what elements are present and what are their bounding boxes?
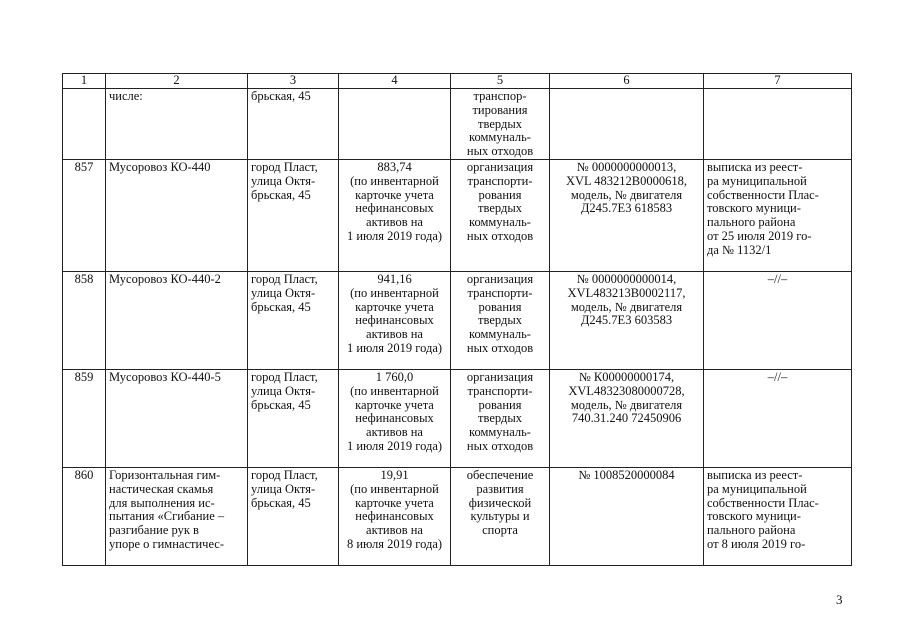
identifier-cell [550,89,704,160]
column-header: 1 [63,74,106,89]
table-row [63,370,852,468]
column-header: 4 [339,74,451,89]
cost-cell [339,89,451,160]
item-name-cell: Мусоровоз КО-440-5 [106,370,248,468]
cost-cell: 883,74 (по инвентарной карточке учета нефинансовых активов на 1 июля 2019 года) [339,160,451,272]
purpose-cell: обеспечение развития физической культуры и спорта [451,468,550,566]
row-number-cell: 858 [63,272,106,370]
table-row [63,89,852,160]
basis-cell: выписка из реест- ра муниципальной собственности Плас- товского муници- пального района от 8 июля 2019 го- [704,468,852,566]
item-name-cell: Горизонтальная гим- настическая скамья для выполнения ис- пытания «Сгибание – разгибание рук в упоре о гимнастичес- [106,468,248,566]
identifier-cell: № 0000000000013, XVL 483212B0000618, модель, № двигателя Д245.7Е3 618583 [550,160,704,272]
table-row [63,160,852,272]
row-number-cell: 860 [63,468,106,566]
address-cell: город Пласт, улица Октя- брьская, 45 [248,370,339,468]
purpose-cell: организация транспорти- рования твердых коммуналь- ных отходов [451,160,550,272]
property-register-table [62,73,852,566]
table-row [63,468,852,566]
column-header: 3 [248,74,339,89]
item-name-cell: Мусоровоз КО-440-2 [106,272,248,370]
basis-cell: –//– [704,272,852,370]
cost-cell: 1 760,0 (по инвентарной карточке учета нефинансовых активов на 1 июля 2019 года) [339,370,451,468]
column-header: 6 [550,74,704,89]
basis-cell: –//– [704,370,852,468]
address-cell: город Пласт, улица Октя- брьская, 45 [248,272,339,370]
cost-cell: 941,16 (по инвентарной карточке учета нефинансовых активов на 1 июля 2019 года) [339,272,451,370]
row-number-cell [63,89,106,160]
column-header: 5 [451,74,550,89]
page-number: 3 [836,592,843,607]
basis-cell: выписка из реест- ра муниципальной собственности Плас- товского муници- пального района от 25 июля 2019 го- да № 1132/1 [704,160,852,272]
identifier-cell: № К00000000174, XVL48323080000728, модель, № двигателя 740.31.240 72450906 [550,370,704,468]
row-number-cell: 859 [63,370,106,468]
purpose-cell: транспор- тирования твердых коммуналь- ных отходов [451,89,550,160]
address-cell: город Пласт, улица Октя- брьская, 45 [248,468,339,566]
item-name-cell: числе: [106,89,248,160]
basis-cell [704,89,852,160]
identifier-cell: № 0000000000014, XVL483213B0002117, модель, № двигателя Д245.7Е3 603583 [550,272,704,370]
identifier-cell: № 1008520000084 [550,468,704,566]
column-header: 7 [704,74,852,89]
address-cell: город Пласт, улица Октя- брьская, 45 [248,160,339,272]
item-name-cell: Мусоровоз КО-440 [106,160,248,272]
column-header: 2 [106,74,248,89]
row-number-cell: 857 [63,160,106,272]
cost-cell: 19,91 (по инвентарной карточке учета нефинансовых активов на 8 июля 2019 года) [339,468,451,566]
table-row [63,272,852,370]
purpose-cell: организация транспорти- рования твердых коммуналь- ных отходов [451,370,550,468]
purpose-cell: организация транспорти- рования твердых коммуналь- ных отходов [451,272,550,370]
address-cell: брьская, 45 [248,89,339,160]
table-header-row [63,74,852,89]
